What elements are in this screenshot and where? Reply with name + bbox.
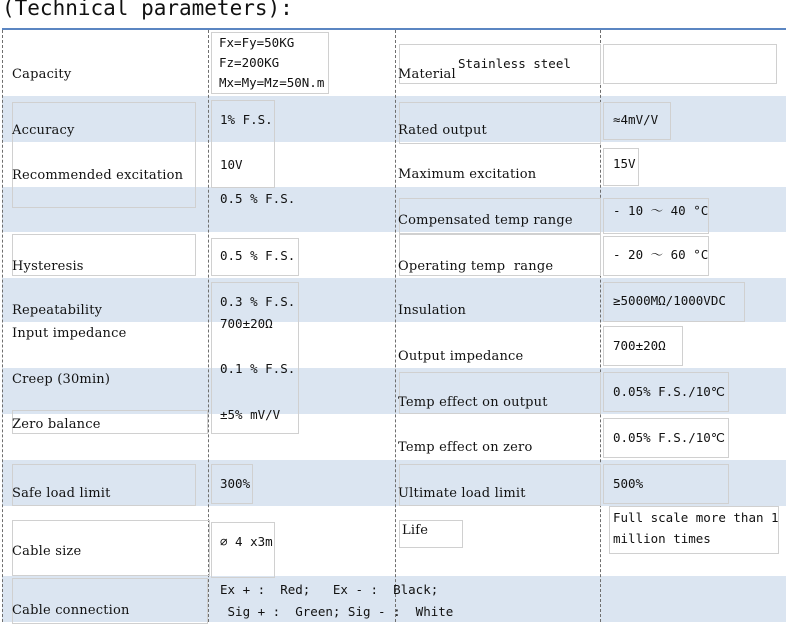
value-cable-connection-sig: Sig + : Green; Sig - : White: [220, 604, 454, 619]
label-zero-balance: Zero balance: [12, 417, 101, 432]
label-repeatability: Repeatability: [12, 303, 103, 318]
value-capacity-mx-my-mz: Mx=My=Mz=50N.m: [219, 75, 325, 90]
label-life: Life: [402, 523, 429, 538]
label-creep: Creep (30min): [12, 372, 111, 387]
label-material: Material: [398, 67, 456, 82]
label-maximum-excitation: Maximum excitation: [398, 167, 537, 182]
value-creep: 0.1 % F.S.: [220, 361, 296, 376]
value-life-line2: million times: [613, 531, 711, 546]
cell-frame: [12, 102, 196, 208]
label-operating-temp-range: Operating temp range: [398, 259, 554, 274]
value-output-impedance: 700±20Ω: [613, 338, 666, 353]
value-material: Stainless steel: [458, 56, 571, 71]
value-ultimate-load-limit: 500%: [613, 476, 644, 491]
label-cable-connection: Cable connection: [12, 603, 130, 618]
value-capacity-fz: Fz=200KG: [219, 55, 280, 70]
value-compensated-temp-range: - 10 ～ 40 °C: [613, 203, 709, 218]
label-input-impedance: Input impedance: [12, 326, 127, 341]
label-capacity: Capacity: [12, 67, 72, 82]
label-temp-effect-zero: Temp effect on zero: [398, 440, 533, 455]
label-cable-size: Cable size: [12, 544, 82, 559]
label-output-impedance: Output impedance: [398, 349, 524, 364]
value-maximum-excitation: 15V: [613, 156, 636, 171]
label-rated-output: Rated output: [398, 123, 487, 138]
value-capacity-fx-fy: Fx=Fy=50KG: [219, 35, 295, 50]
value-safe-load-limit: 300%: [220, 476, 251, 491]
label-accuracy: Accuracy: [12, 123, 75, 138]
value-accuracy: 1% F.S.: [220, 112, 273, 127]
label-hysteresis: Hysteresis: [12, 259, 84, 274]
value-life-line1: Full scale more than 1: [613, 510, 779, 525]
value-temp-effect-zero: 0.05% F.S./10℃: [613, 430, 725, 445]
value-hysteresis: 0.5 % F.S.: [220, 248, 296, 263]
value-insulation: ≥5000MΩ/1000VDC: [613, 293, 726, 308]
value-rated-output: ≈4mV/V: [613, 112, 659, 127]
label-temp-effect-output: Temp effect on output: [398, 395, 548, 410]
section-heading: (Technical parameters):: [2, 0, 293, 20]
value-operating-temp-range: - 20 ～ 60 °C: [613, 247, 709, 262]
column-divider: [2, 30, 3, 622]
cell-frame: [603, 44, 777, 84]
label-ultimate-load-limit: Ultimate load limit: [398, 486, 526, 501]
value-zero-balance: ±5% mV/V: [220, 407, 281, 422]
value-repeatability: 0.3 % F.S.: [220, 294, 296, 309]
column-divider: [395, 30, 396, 622]
parameters-table: [2, 28, 786, 622]
label-recommended-excitation: Recommended excitation: [12, 168, 184, 183]
label-compensated-temp-range: Compensated temp range: [398, 213, 573, 228]
value-cable-size: ⌀ 4 x3m: [220, 534, 273, 549]
label-insulation: Insulation: [398, 303, 467, 318]
value-temp-effect-output: 0.05% F.S./10℃: [613, 384, 725, 399]
value-cable-connection-ex: Ex + : Red; Ex - : Black;: [220, 582, 439, 597]
value-input-impedance: 700±20Ω: [220, 316, 273, 331]
value-recommended-excitation: 10V: [220, 157, 243, 172]
label-safe-load-limit: Safe load limit: [12, 486, 111, 501]
value-unlabeled-percent: 0.5 % F.S.: [220, 191, 296, 206]
